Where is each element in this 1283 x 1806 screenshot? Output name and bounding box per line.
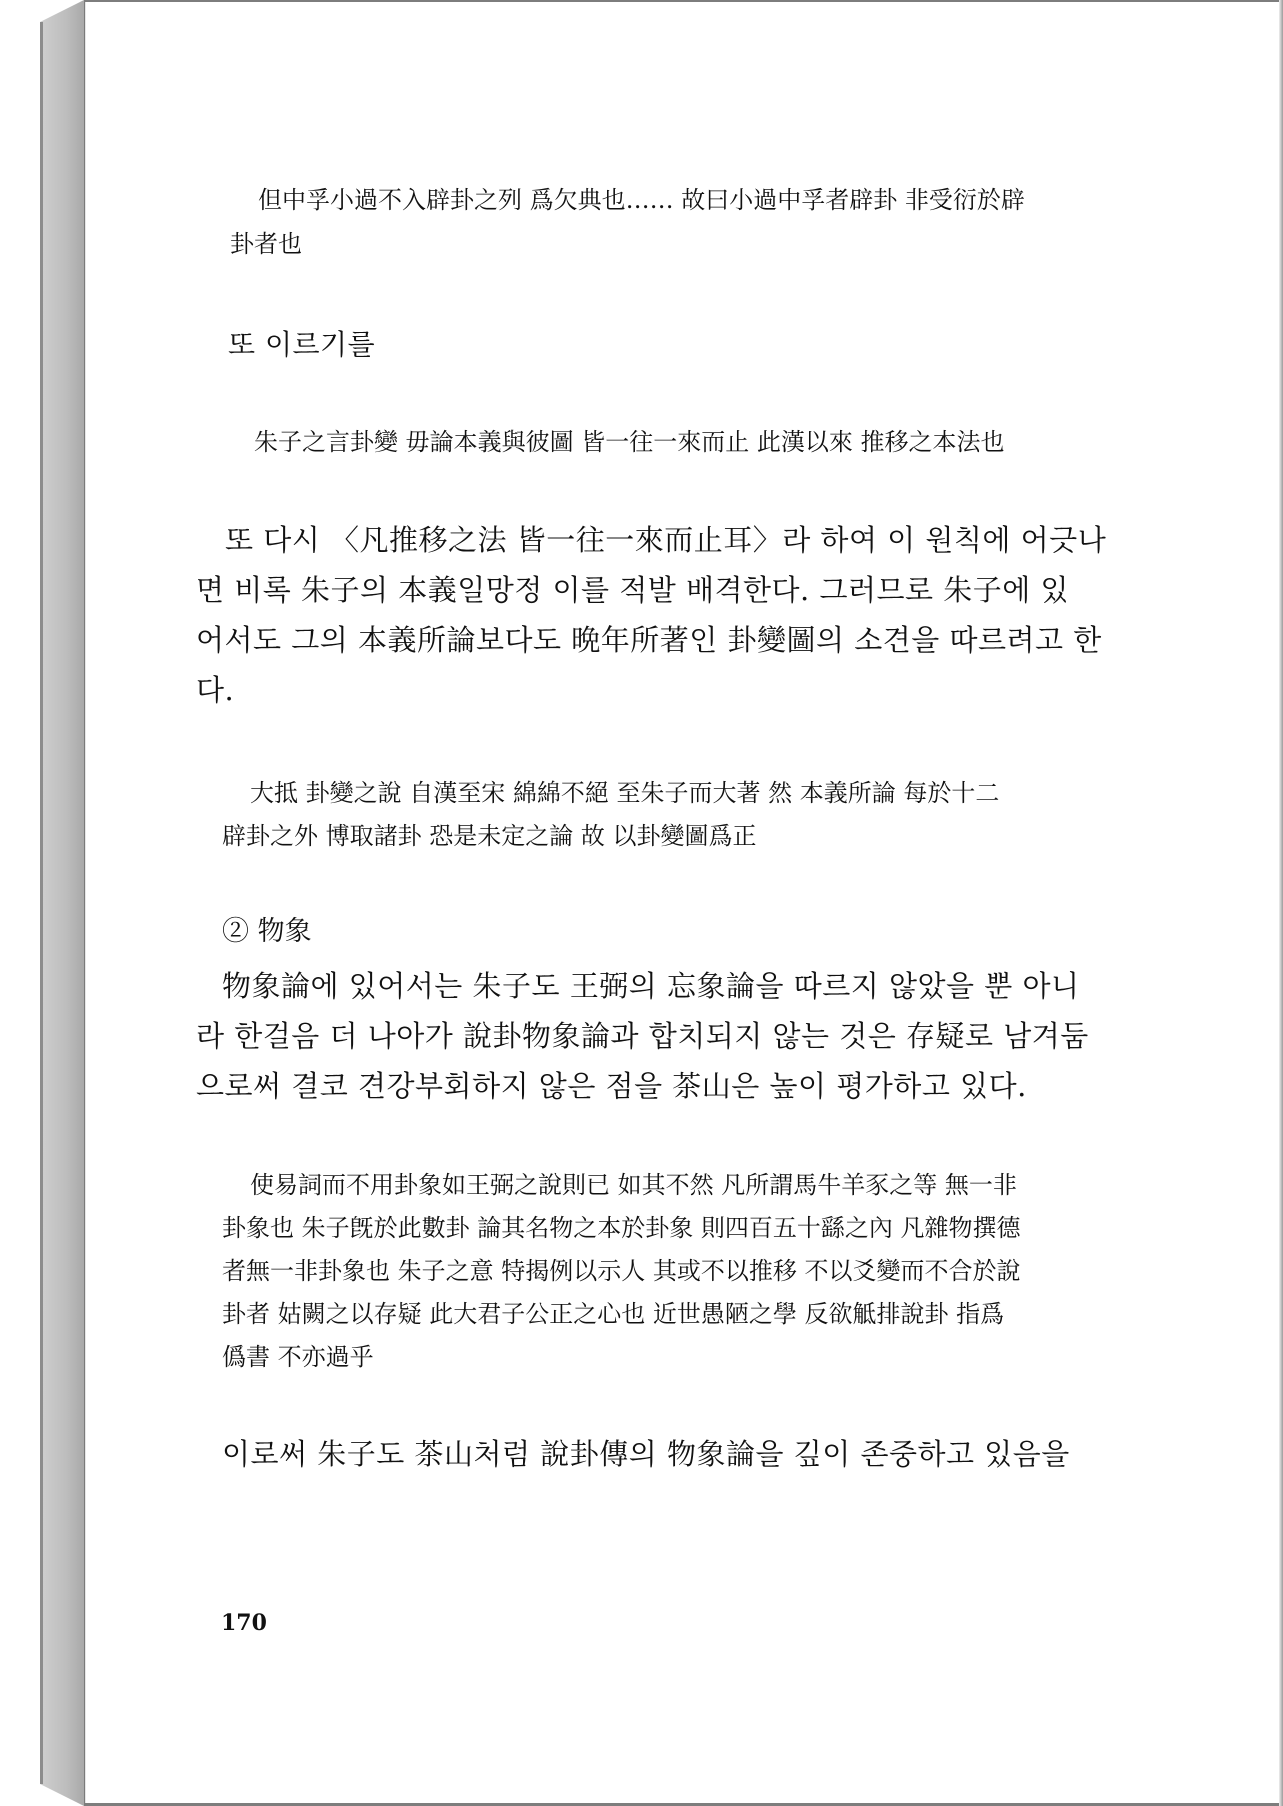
quote-4-line-4: 卦者 姑闕之以存疑 此大君子公正之心也 近世愚陋之學 反欲觝排說卦 指爲	[222, 1300, 1005, 1328]
page-right-edge	[1279, 0, 1283, 1806]
quote-1-line-2: 卦者也	[230, 230, 302, 258]
quote-1-line-1: 但中孚小過不入辟卦之列 爲欠典也…… 故曰小過中孚者辟卦 非受衍於辟	[258, 186, 1025, 214]
paragraph-3-line-1: 物象論에 있어서는 朱子도 王弼의 忘象論을 따르지 않았을 뿐 아니	[222, 969, 1080, 1003]
quote-2-line-1: 朱子之言卦變 毋論本義與彼圖 皆一往一來而止 此漢以來 推移之本法也	[254, 428, 1005, 456]
paragraph-4-line-1: 이로써 朱子도 茶山처럼 說卦傳의 物象論을 깊이 존중하고 있음을	[222, 1437, 1070, 1471]
quote-4-line-2: 卦象也 朱子旣於此數卦 論其名物之本於卦象 則四百五十繇之內 凡雜物撰德	[222, 1214, 1021, 1242]
quote-4-line-5: 僞書 不亦過乎	[222, 1343, 374, 1371]
paragraph-3-line-3: 으로써 결코 견강부회하지 않은 점을 茶山은 높이 평가하고 있다.	[196, 1069, 1027, 1103]
quote-3-line-1: 大抵 卦變之說 自漢至宋 綿綿不絕 至朱子而大著 然 本義所論 每於十二	[250, 779, 1000, 807]
paragraph-2-line-1: 또 다시 〈凡推移之法 皆一往一來而止耳〉라 하여 이 원칙에 어긋나	[225, 523, 1107, 557]
paragraph-1-text: 또 이르기를	[228, 328, 376, 361]
quote-4-line-3: 者無一非卦象也 朱子之意 特揭例以示人 其或不以推移 不以爻變而不合於說	[222, 1257, 1021, 1285]
quote-3-line-2: 辟卦之外 博取諸卦 恐是未定之論 故 以卦變圖爲正	[222, 822, 757, 850]
quote-4-line-1: 使易詞而不用卦象如王弼之說則已 如其不然 凡所謂馬牛羊豕之等 無一非	[250, 1171, 1017, 1199]
section-heading: ② 物象	[222, 916, 312, 947]
page-sheet	[84, 0, 1283, 1806]
paragraph-3-line-2: 라 한걸음 더 나아가 說卦物象論과 합치되지 않는 것은 存疑로 남겨둠	[196, 1019, 1089, 1053]
paragraph-2-line-3: 어서도 그의 本義所論보다도 晩年所著인 卦變圖의 소견을 따르려고 한	[196, 623, 1102, 657]
spine-edge	[40, 22, 43, 1784]
paragraph-2-line-4: 다.	[196, 673, 235, 707]
paragraph-2-line-2: 면 비록 朱子의 本義일망정 이를 적발 배격한다. 그러므로 朱子에 있	[196, 573, 1069, 607]
book-spine	[40, 0, 84, 1806]
page-top-border	[84, 0, 1283, 2]
page-number: 170	[221, 1610, 267, 1636]
